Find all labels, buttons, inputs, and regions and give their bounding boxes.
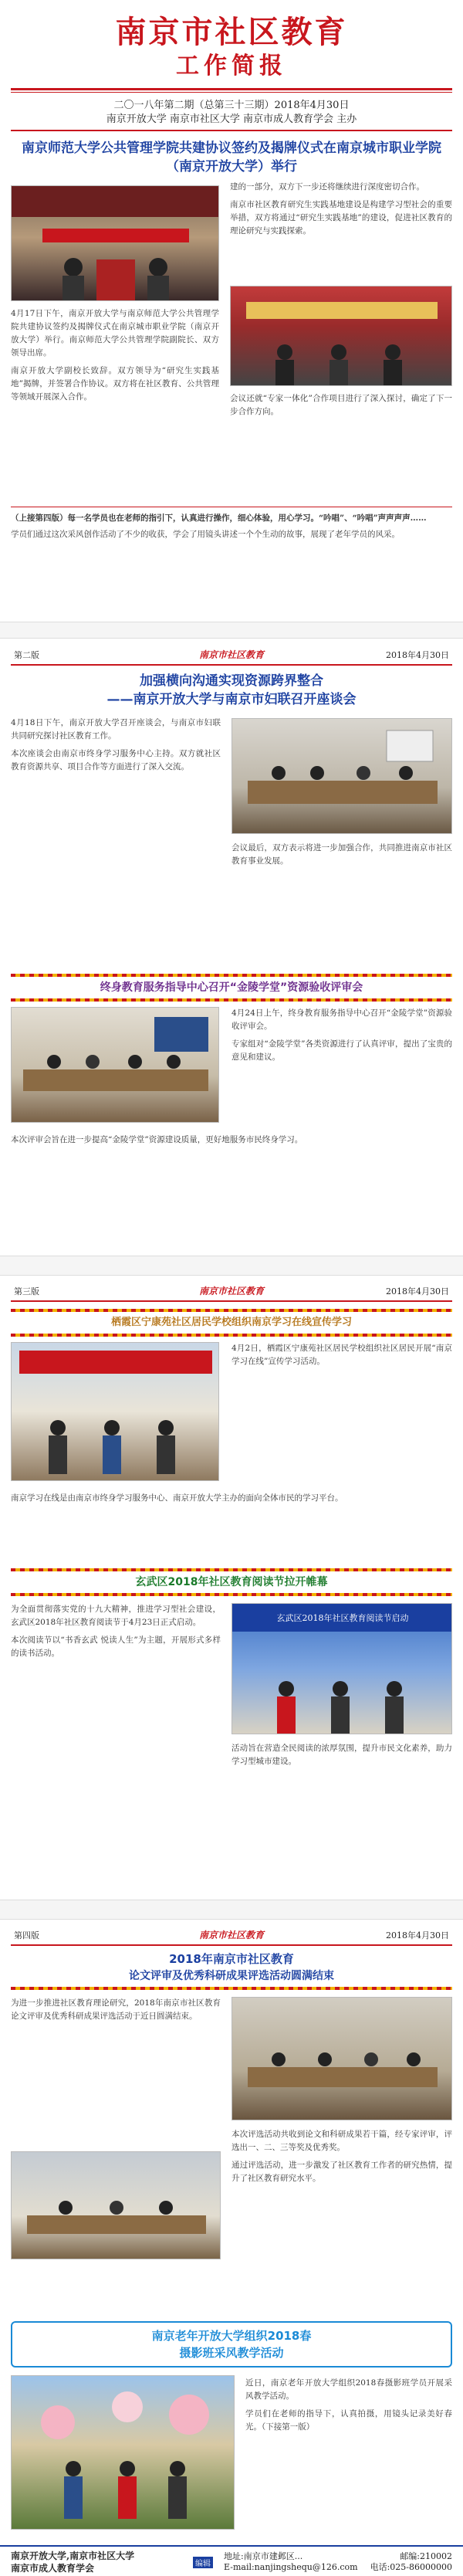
page-3 bbox=[0, 1276, 463, 1900]
p4-section-2-title-box bbox=[11, 2321, 452, 2368]
p4-section-1-title-a: 2018年南京市社区教育 bbox=[169, 1952, 294, 1966]
p3-text-d: 本次阅读节以“书香玄武 悦读人生”为主题，开展形式多样的读书活动。 bbox=[11, 1635, 221, 1658]
footer-contact bbox=[224, 2551, 358, 2573]
p4-photo-1-art bbox=[232, 1998, 452, 2120]
p4-photo-3 bbox=[11, 2375, 235, 2530]
p1-left-text: 4月17日下午，南京开放大学与南京师范大学公共管理学院共建协议签约及揭牌仪式在南京城市职业学院（南京开放大学）举行。南京师范大学公共管理学院副院长、双方领导出席。 bbox=[11, 309, 219, 358]
p3-text-c: 为全面贯彻落实党的十九大精神，推进学习型社会建设，玄武区2018年社区教育阅读节于4月23日正式启动。 bbox=[11, 1605, 221, 1627]
host-line: 南京开放大学 南京市社区大学 南京市成人教育学会 主办 bbox=[106, 114, 357, 125]
p3-photo-1-art bbox=[12, 1343, 219, 1481]
p3-header bbox=[11, 1280, 452, 1302]
p2-section-2-text bbox=[231, 1007, 452, 1064]
footer-postcode: 邮编:210002 bbox=[400, 2551, 452, 2561]
p1-right-text: 建的一部分，双方下一步还将继续进行深度密切合作。 bbox=[230, 182, 424, 192]
p2-photo-1 bbox=[231, 718, 452, 834]
p3-date: 2018年4月30日 bbox=[386, 1286, 449, 1296]
p2-section-2-text-lower bbox=[11, 1134, 452, 1147]
p4-date: 2018年4月30日 bbox=[386, 1930, 449, 1940]
page-separator-2 bbox=[0, 1256, 463, 1276]
p4-photo-1 bbox=[231, 1997, 452, 2120]
footer-email: E-mail:nanjingshequ@126.com bbox=[224, 2562, 358, 2572]
p4-section-1-title-wrap bbox=[0, 1951, 463, 1992]
footer-phone: 电话:025-86000000 bbox=[370, 2562, 452, 2572]
p4-section-1-title-b: 论文评审及优秀科研成果评选活动圆满结束 bbox=[129, 1970, 334, 1982]
p4-photo-2-art bbox=[12, 2152, 221, 2259]
footer-address: 地址:南京市建邺区... bbox=[224, 2551, 303, 2561]
p1-headline: 南京师范大学公共管理学院共建协议签约及揭牌仪式在南京城市职业学院（南京开放大学）举行 bbox=[22, 141, 441, 175]
p2-header bbox=[11, 644, 452, 666]
p4-header bbox=[11, 1924, 452, 1946]
masthead-subtitle: 工作简报 bbox=[176, 53, 287, 80]
p4-paper-name: 南京市社区教育 bbox=[198, 1930, 264, 1940]
p2-left-column bbox=[11, 717, 221, 774]
p3-section-1-title-wrap bbox=[0, 1307, 463, 1339]
p2-paper-name: 南京市社区教育 bbox=[198, 649, 264, 660]
p3-photo-2-caption: 玄武区2018年社区教育阅读节启动 bbox=[276, 1613, 409, 1623]
p3-section-2-title-wrap bbox=[0, 1566, 463, 1598]
p3-text-b: 南京学习在线是由南京市终身学习服务中心、南京开放大学主办的面向全体市民的学习平台。 bbox=[11, 1493, 343, 1503]
footer bbox=[0, 2545, 463, 2576]
p2-page-label: 第二版 bbox=[14, 650, 39, 660]
footer-codes bbox=[370, 2551, 452, 2573]
p1-left-text-2: 南京开放大学副校长致辞。双方领导为“研究生实践基地”揭牌，并签署合作协议。双方将在社区教育、公共管理等领域开展深入合作。 bbox=[11, 366, 219, 402]
p4-text-a: 为进一步推进社区教育理论研究，2018年南京市社区教育论文评审及优秀科研成果评选活动于近日圆满结束。 bbox=[11, 1998, 221, 2021]
p1-right-column bbox=[230, 181, 452, 238]
p2-photo-2-art bbox=[12, 1008, 219, 1123]
footer-editor bbox=[193, 2554, 213, 2569]
p2-text-a: 4月18日下午，南京开放大学召开座谈会，与南京市妇联共同研究探讨社区教育工作。 bbox=[11, 718, 221, 741]
p3-left-lower bbox=[11, 1492, 452, 1505]
p4-text-e: 学员们在老师的指导下，认真拍摄，用镜头记录美好春光。（下接第一版） bbox=[245, 2409, 452, 2432]
p3-photo-2 bbox=[231, 1603, 452, 1734]
p1-photo-2-art bbox=[231, 286, 452, 386]
p3-right-column bbox=[231, 1342, 452, 1368]
p2-headline-wrap bbox=[11, 672, 452, 709]
p2-text-d: 4月24日上午，终身教育服务指导中心召开“金陵学堂”资源验收评审会。 bbox=[231, 1008, 452, 1031]
p4-section-2-title-b: 摄影班采风教学活动 bbox=[179, 2346, 284, 2360]
p1-bottom-note: （上接第四版）每一名学员也在老师的指引下，认真进行操作，细心体验，用心学习。“吟唱”、“吟唱”声声声声…… bbox=[11, 514, 427, 523]
p3-section-2-right bbox=[231, 1742, 452, 1768]
masthead-title: 南京市社区教育 bbox=[115, 15, 348, 50]
p4-photo-3-art bbox=[12, 2376, 235, 2530]
p1-photo-2 bbox=[230, 286, 452, 386]
p3-photo-1 bbox=[11, 1342, 219, 1481]
p1-photo-1 bbox=[11, 185, 219, 301]
p1-right-column-2 bbox=[230, 392, 452, 419]
p1-photo-1-art bbox=[12, 186, 219, 301]
page-2 bbox=[0, 639, 463, 1256]
issue-line: 二〇一八年第二期（总第三十三期）2018年4月30日 bbox=[113, 100, 350, 111]
p2-headline-1: 加强横向沟通实现资源跨界整合 bbox=[140, 673, 323, 689]
footer-org-1: 南京开放大学,南京市社区大学 bbox=[11, 2551, 135, 2561]
p3-stripe-2 bbox=[11, 1334, 452, 1337]
p3-paper-name: 南京市社区教育 bbox=[198, 1286, 264, 1296]
masthead-rule-thin bbox=[11, 92, 452, 93]
p2-date: 2018年4月30日 bbox=[386, 650, 449, 660]
p2-right-column bbox=[231, 842, 452, 868]
footer-orgs bbox=[11, 2550, 134, 2574]
p2-stripe-top bbox=[11, 974, 452, 977]
p3-stripe-3 bbox=[11, 1568, 452, 1571]
p3-text-a: 4月2日，栖霞区宁康苑社区居民学校组织社区居民开展“南京学习在线”宣传学习活动。 bbox=[231, 1344, 452, 1366]
p2-photo-2 bbox=[11, 1007, 219, 1123]
page-4 bbox=[0, 1920, 463, 2576]
page-1 bbox=[0, 0, 463, 622]
p3-text-e: 活动旨在营造全民阅读的浓厚氛围，提升市民文化素养，助力学习型城市建设。 bbox=[231, 1744, 452, 1766]
p4-right-column bbox=[231, 2128, 452, 2185]
p4-text-b: 本次评选活动共收到论文和科研成果若干篇，经专家评审，评选出一、二、三等奖及优秀奖。 bbox=[231, 2130, 452, 2152]
p3-section-2-left bbox=[11, 1603, 221, 1660]
p3-section-2-title: 玄武区2018年社区教育阅读节拉开帷幕 bbox=[135, 1576, 328, 1588]
p1-right-text-3: 会议还就“专家一体化”合作项目进行了深入探讨，确定了下一步合作方向。 bbox=[230, 394, 452, 416]
p1-bottom-text: 学员们通过这次采风创作活动了不少的收获，学会了用镜头讲述一个个生动的故事，展现了老年学员的风采。 bbox=[11, 530, 400, 539]
masthead bbox=[0, 0, 463, 82]
p1-bottom bbox=[11, 507, 452, 541]
p4-text-d: 近日，南京老年开放大学组织2018春摄影班学员开展采风教学活动。 bbox=[245, 2378, 452, 2401]
p2-stripe-bottom bbox=[11, 998, 452, 1002]
p4-section-2-text bbox=[245, 2377, 452, 2434]
p4-section-2-title-a: 南京老年开放大学组织2018春 bbox=[151, 2329, 312, 2343]
page-separator-1 bbox=[0, 622, 463, 639]
footer-editor-label: 编辑 bbox=[193, 2557, 213, 2568]
p2-text-f: 本次评审会旨在进一步提高“金陵学堂”资源建设质量，更好地服务市民终身学习。 bbox=[11, 1135, 303, 1144]
p3-section-1-title: 栖霞区宁康苑社区居民学校组织南京学习在线宣传学习 bbox=[110, 1317, 352, 1328]
footer-org-2: 南京市成人教育学会 bbox=[11, 2563, 95, 2574]
p1-left-column bbox=[11, 307, 219, 404]
p2-text-b: 本次座谈会由南京市终身学习服务中心主持。双方就社区教育资源共享、项目合作等方面进行了深入交流。 bbox=[11, 749, 221, 771]
p4-page-label: 第四版 bbox=[14, 1930, 39, 1940]
p4-photo-2 bbox=[11, 2151, 221, 2259]
issue-rule bbox=[11, 130, 452, 131]
p1-headline-wrap bbox=[11, 139, 452, 176]
p4-text-c: 通过评选活动，进一步激发了社区教育工作者的研究热情，提升了社区教育研究水平。 bbox=[231, 2161, 452, 2183]
p3-stripe-4 bbox=[11, 1593, 452, 1596]
p4-left-column bbox=[11, 1997, 221, 2023]
p3-page-label: 第三版 bbox=[14, 1286, 39, 1296]
p3-stripe-1 bbox=[11, 1309, 452, 1312]
p2-text-c: 会议最后，双方表示将进一步加强合作，共同推进南京市社区教育事业发展。 bbox=[231, 843, 452, 866]
p2-text-e: 专家组对“金陵学堂”各类资源进行了认真评审，提出了宝贵的意见和建议。 bbox=[231, 1039, 452, 1062]
p2-photo-1-art bbox=[232, 719, 452, 834]
masthead-rule bbox=[11, 88, 452, 90]
p4-stripe-1 bbox=[11, 1987, 452, 1990]
p2-section-2-title-wrap bbox=[0, 971, 463, 1004]
p1-right-text-2: 南京市社区教育研究生实践基地建设是构建学习型社会的重要举措，双方将通过“研究生实践基地”的建设，促进社区教育的理论研究与实践探索。 bbox=[230, 200, 452, 236]
p2-headline-2: ——南京开放大学与南京市妇联召开座谈会 bbox=[106, 692, 357, 707]
p2-section-2-title: 终身教育服务指导中心召开“金陵学堂”资源验收评审会 bbox=[100, 981, 363, 994]
page-separator-3 bbox=[0, 1900, 463, 1920]
